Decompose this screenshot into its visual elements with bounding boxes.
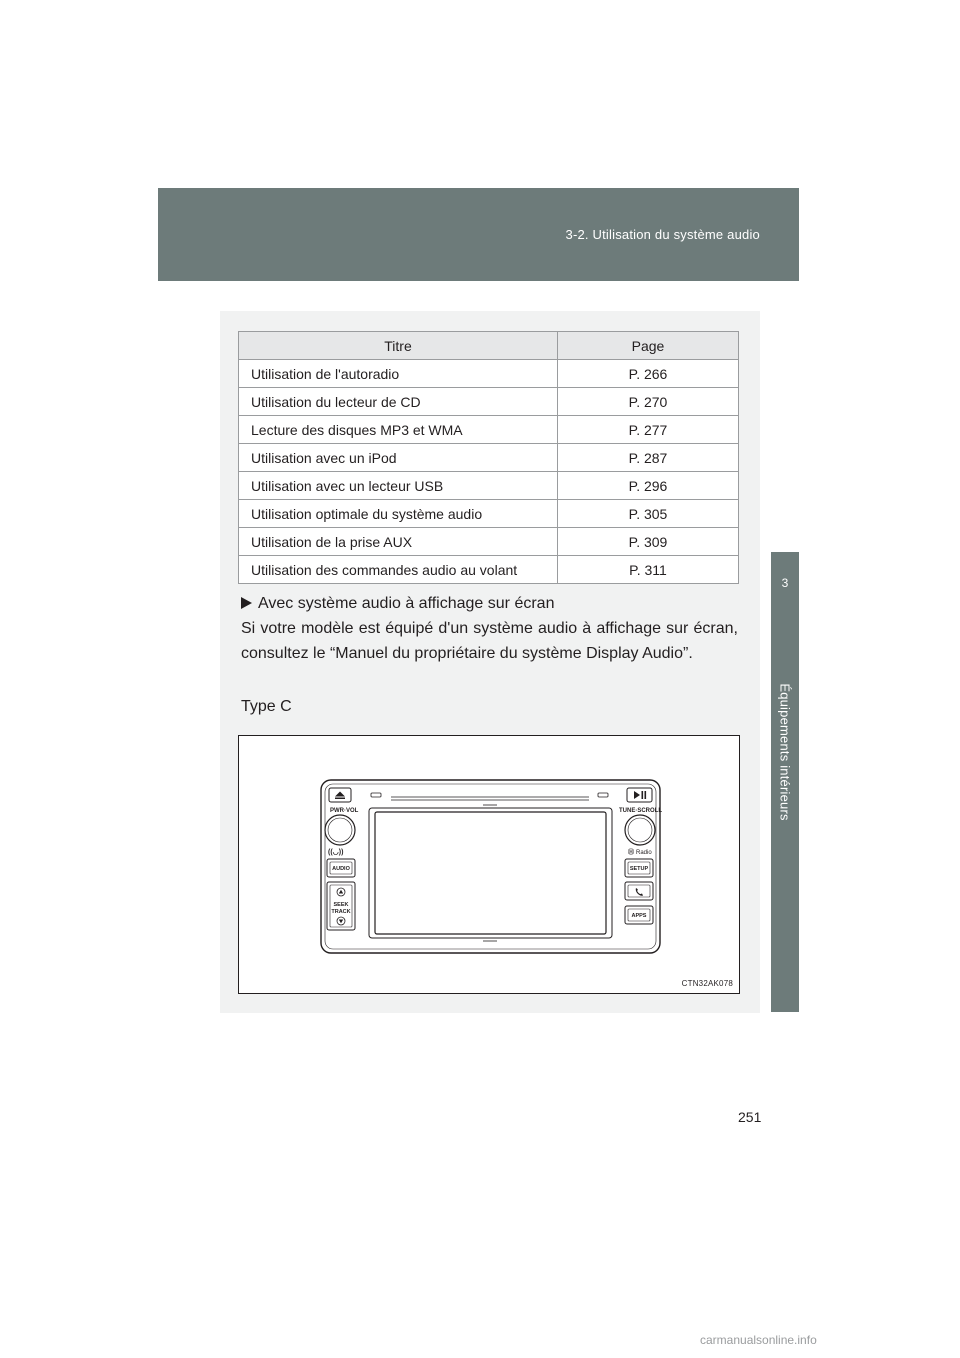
bullet-heading: [241, 592, 738, 616]
toc-header-page: Page: [558, 332, 739, 360]
bullet-heading-text: Avec système audio à affichage sur écran: [258, 595, 555, 612]
section-title: 3-2. Utilisation du système audio: [565, 227, 760, 242]
play-pause-button: [627, 788, 652, 802]
track-label: TRACK: [331, 909, 351, 915]
setup-button: [625, 859, 653, 877]
chapter-label: Équipements intérieurs: [777, 683, 793, 821]
seek-track-button: [327, 882, 355, 930]
seek-label: SEEK: [333, 902, 349, 908]
eject-button: [329, 788, 351, 802]
toc-row-page: P. 287: [558, 444, 739, 472]
page-number: 251: [738, 1109, 762, 1125]
chapter-tab: [771, 552, 799, 1012]
toc-table: [238, 331, 739, 584]
radio-icon: Ⓗ: [628, 850, 635, 856]
chapter-number: 3: [781, 576, 789, 590]
radio-label: Radio: [636, 850, 652, 856]
apps-button-label: APPS: [631, 913, 647, 919]
toc-header-row: [239, 332, 739, 360]
table-row: [239, 388, 739, 416]
head-unit-figure: [238, 735, 740, 994]
toc-row-page: P. 309: [558, 528, 739, 556]
toc-row-page: P. 305: [558, 500, 739, 528]
toc-row-page: P. 277: [558, 416, 739, 444]
toc-row-title: Utilisation de la prise AUX: [239, 528, 558, 556]
pwr-vol-knob: [325, 815, 355, 845]
toc-row-page: P. 296: [558, 472, 739, 500]
triangle-bullet-icon: [241, 597, 252, 609]
toc-row-page: P. 266: [558, 360, 739, 388]
table-row: [239, 416, 739, 444]
toc-row-title: Utilisation de l'autoradio: [239, 360, 558, 388]
tune-scroll-knob: [625, 815, 655, 845]
toc-row-title: Utilisation avec un lecteur USB: [239, 472, 558, 500]
apps-button: [625, 906, 653, 924]
head-unit-illustration: [239, 736, 739, 993]
table-row: [239, 556, 739, 584]
toc-row-title: Utilisation avec un iPod: [239, 444, 558, 472]
audio-button-label: AUDIO: [332, 866, 350, 872]
toc-row-title: Utilisation du lecteur de CD: [239, 388, 558, 416]
table-row: [239, 472, 739, 500]
toc-row-page: P. 270: [558, 388, 739, 416]
toc-row-title: Utilisation optimale du système audio: [239, 500, 558, 528]
toc-row-title: Utilisation des commandes audio au volant: [239, 556, 558, 584]
voice-icon: ((◡)): [328, 849, 344, 856]
type-label: Type C: [241, 698, 292, 715]
table-row: [239, 500, 739, 528]
figure-code: CTN32AK078: [681, 979, 733, 988]
pwr-vol-label: PWR·VOL: [330, 808, 359, 814]
table-row: [239, 528, 739, 556]
setup-button-label: SETUP: [629, 866, 649, 872]
tune-scroll-label: TUNE·SCROLL: [619, 808, 662, 814]
header-band: [158, 188, 799, 281]
table-row: [239, 360, 739, 388]
toc-header-title: Titre: [239, 332, 558, 360]
body-paragraph: Si votre modèle est équipé d'un système audio à affichage sur écran, consultez le “Manuel du propriétaire du système Display Audio”.: [241, 620, 738, 662]
phone-button: [625, 882, 653, 900]
table-row: [239, 444, 739, 472]
footer-watermark: carmanualsonline.info: [700, 1333, 817, 1347]
toc-row-page: P. 311: [558, 556, 739, 584]
audio-button: [327, 859, 355, 877]
content-panel: [220, 311, 760, 1013]
toc-row-title: Lecture des disques MP3 et WMA: [239, 416, 558, 444]
